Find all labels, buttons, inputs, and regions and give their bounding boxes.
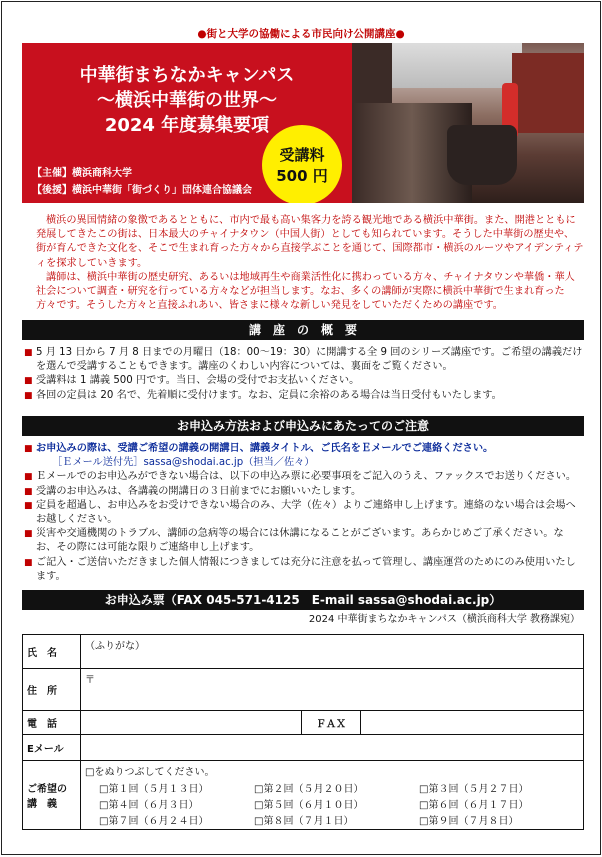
postal-mark: 〒 [85,675,95,686]
support-text: 【後援】横浜中華街「街づくり」団体連合協議会 [32,185,252,196]
fee-badge [262,125,342,203]
lesson-checkbox[interactable]: □第６回（６月１７日） [419,800,529,811]
list-item: ■ 定員を超過し、お申込みをお受けできない場合のみ、大学（佐々）よりご連絡申し上げます。連絡のない場合は会場へお越しください。 [24,499,584,527]
overview-heading: 講 座 の 概 要 [22,320,584,340]
email-line: ［Ｅメール送付先］sassa@shodai.ac.jp（担当／佐々） [52,457,315,469]
name-label: 氏 名 [23,635,81,669]
form-heading: お申込み票（FAX 045-571-4125 E-mail sassa@shodai.ac.jp） [22,590,584,610]
intro-paragraph: 横浜の異国情緒の象徴であるとともに、市内で最も高い集客力を誇る観光地である横浜中華街。また、開港とともに発展してきたこの街は、日本最大のチャイナタウン（中国人街）としても知られています。そうした中華街の歴史や、街が育んできた文化を、そこで生まれ育った方々から直接学ぶことを通じて、国際都市・横浜のルーツやアイデンティティを探求していきます。 [36,215,584,269]
host-text: 【主催】横浜商科大学 [32,168,132,179]
list-item: ■ 各回の定員は 20 名で、先着順に受付けます。なお、定員に余裕のある場合は当日受付もいたします。 [24,389,584,403]
lessons-grid [99,780,579,827]
top-note: ●街と大学の協働による市民向け公開講座● [197,28,405,40]
list-item: ■ ご記入・ご送信いただきました個人情報につきましては充分に注意を払って管理し、講座運営のためにのみ使用いたします。 [24,556,584,584]
lesson-checkbox[interactable]: □第５回（６月１０日） [254,800,364,811]
form-note: 2024 中華街まちなかキャンパス（横浜商科大学 教務課宛） [308,614,580,625]
application-lead: ■ お申込みの際は、受講ご希望の講義の開講日、講義タイトル、ご氏名をＥメールでご連絡ください。 [24,442,584,456]
list-item: ■ Ｅメールでのお申込みができない場合は、以下の申込み票に必要事項をご記入のうえ、ファックスでお送りください。 [24,470,584,484]
list-item: ■ 災害や交通機関のトラブル、講師の急病等の場合には休講になることがございます。あらかじめご了承ください。なお、その際には可能な限りご連絡申し上げます。 [24,527,584,555]
lesson-checkbox[interactable]: □第８回（７月１日） [254,816,354,827]
address-label: 住 所 [23,669,81,711]
lesson-checkbox[interactable]: □第７回（６月２４日） [99,816,209,827]
fee-value: 500 円 [276,167,328,185]
flyer-page [1,1,601,855]
lesson-checkbox[interactable]: □第４回（６月３日） [99,800,199,811]
list-item: ■ 5 月 13 日から 7 月 8 日までの月曜日（18：00～19：30）に開講する全 9 回のシリーズ講座です。ご希望の講義だけを選んで受講することもできます。講座のくわしい内容については、裏面をご覧ください。 [24,346,584,374]
lesson-checkbox[interactable]: □第１回（５月１３日） [99,784,209,795]
phone-label: 電 話 [23,711,81,735]
banner-title: 中華街まちなかキャンパス [79,65,295,86]
list-item: ■ 受講料は 1 講義 500 円です。当日、会場の受付でお支払いください。 [24,374,584,388]
furigana-label: （ふりがな） [85,641,145,652]
banner-subtitle: ～横浜中華街の世界～ [97,90,277,111]
address-field[interactable] [81,669,584,711]
application-heading: お申込み方法および申込みにあたってのご注意 [22,416,584,436]
lesson-checkbox[interactable]: □第２回（５月２０日） [254,784,364,795]
intro-paragraph: 講師は、横浜中華街の歴史研究、あるいは地域再生や商業活性化に携わっている方々、チャイナタウンや華僑・華人社会について調査・研究を行っている方々などが担当します。なお、多くの講師が実際に横浜中華街で生まれ育った方々です。そうした方々と直接ふれあい、皆さまに様々な新しい発見をしていただくための講座です。 [36,271,575,312]
email-label: Eメール [23,735,81,761]
email-field[interactable] [81,735,584,761]
lessons-field [81,761,584,830]
list-item: ■ 受講のお申込みは、各講義の開講日の３日前までにお願いいたします。 [24,485,584,499]
lessons-instruction: □をぬりつぶしてください。 [85,767,215,778]
banner-year: 2024 年度募集要項 [104,115,270,136]
fax-field[interactable] [361,711,584,735]
fax-label: ＦＡＸ [302,711,361,735]
overview-list [24,346,584,403]
name-field[interactable] [81,635,584,669]
fee-label: 受講料 [279,146,325,164]
chinatown-photo [352,43,584,203]
intro-text [36,214,584,313]
phone-field[interactable] [81,711,302,735]
lessons-label: ご希望の講 義 [23,761,81,830]
application-form [22,634,584,830]
application-list [24,442,584,584]
lesson-checkbox[interactable]: □第９回（７月８日） [419,816,519,827]
banner [22,43,584,203]
lesson-checkbox[interactable]: □第３回（５月２７日） [419,784,529,795]
